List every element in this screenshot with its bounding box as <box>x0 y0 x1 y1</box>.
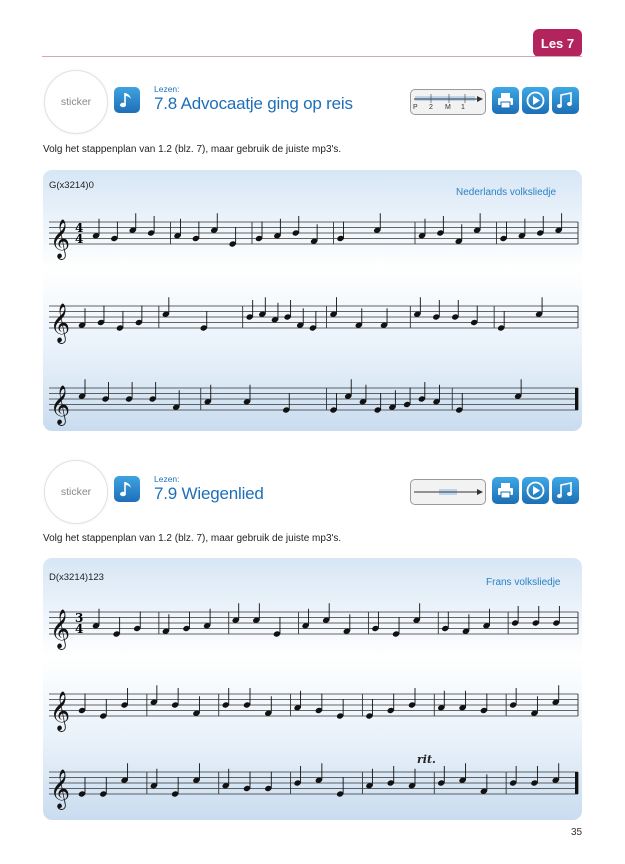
sticker-placeholder[interactable] <box>44 70 108 134</box>
time-signature-top: 4 <box>75 221 84 235</box>
bow-mark-2: 2 <box>429 104 433 111</box>
accompaniment-button[interactable] <box>552 477 579 504</box>
sheet-music-score <box>43 170 582 431</box>
play-icon <box>526 481 545 500</box>
chord-label: D(x3214)123 <box>49 572 104 583</box>
bow-mark-1: 1 <box>461 104 465 111</box>
sticker-label: sticker <box>60 486 92 498</box>
time-signature-top: 3 <box>75 611 84 625</box>
play-button[interactable] <box>522 477 549 504</box>
treble-clef: 𝄞 <box>50 219 71 259</box>
instruction-text: Volg het stappenplan van 1.2 (blz. 7), maar gebruik de juiste mp3's. <box>43 144 342 155</box>
lesson-badge: Les 7 <box>533 29 582 57</box>
double-note-icon <box>556 481 575 500</box>
header-divider <box>42 56 582 57</box>
treble-clef: 𝄞 <box>50 385 71 425</box>
treble-clef: 𝄞 <box>50 609 71 649</box>
origin-label: Frans volksliedje <box>486 577 561 588</box>
treble-clef: 𝄞 <box>50 691 71 731</box>
ritardando-marking: rit. <box>417 753 436 766</box>
final-bar-line <box>575 772 578 794</box>
treble-clef: 𝄞 <box>50 303 71 343</box>
music-note-icon <box>114 87 140 113</box>
print-icon <box>496 91 515 110</box>
time-signature-bottom: 4 <box>75 232 84 246</box>
print-button[interactable] <box>492 477 519 504</box>
final-bar-line <box>575 388 578 410</box>
page-number: 35 <box>571 827 583 838</box>
double-note-icon <box>556 91 575 110</box>
sticker-label: sticker <box>60 96 92 108</box>
chord-label: G(x3214)0 <box>49 180 94 191</box>
print-button[interactable] <box>492 87 519 114</box>
sheet-music-score <box>43 558 582 820</box>
play-icon <box>526 91 545 110</box>
time-signature-bottom: 4 <box>75 622 84 636</box>
exercise-title: 7.9 Wiegenlied <box>154 484 264 503</box>
bow-division-indicator <box>410 479 486 505</box>
bow-mark-m: M <box>445 104 451 111</box>
sticker-placeholder[interactable] <box>44 460 108 524</box>
print-icon <box>496 481 515 500</box>
origin-label: Nederlands volksliedje <box>456 187 557 198</box>
accompaniment-button[interactable] <box>552 87 579 114</box>
exercise-title: 7.8 Advocaatje ging op reis <box>154 94 353 113</box>
bow-division-indicator <box>410 89 486 115</box>
music-note-icon <box>114 476 140 502</box>
play-button[interactable] <box>522 87 549 114</box>
read-label: Lezen: <box>154 84 180 94</box>
read-label: Lezen: <box>154 474 180 484</box>
treble-clef: 𝄞 <box>50 769 71 809</box>
bow-mark-p: P <box>413 104 418 111</box>
instruction-text: Volg het stappenplan van 1.2 (blz. 7), maar gebruik de juiste mp3's. <box>43 533 342 544</box>
